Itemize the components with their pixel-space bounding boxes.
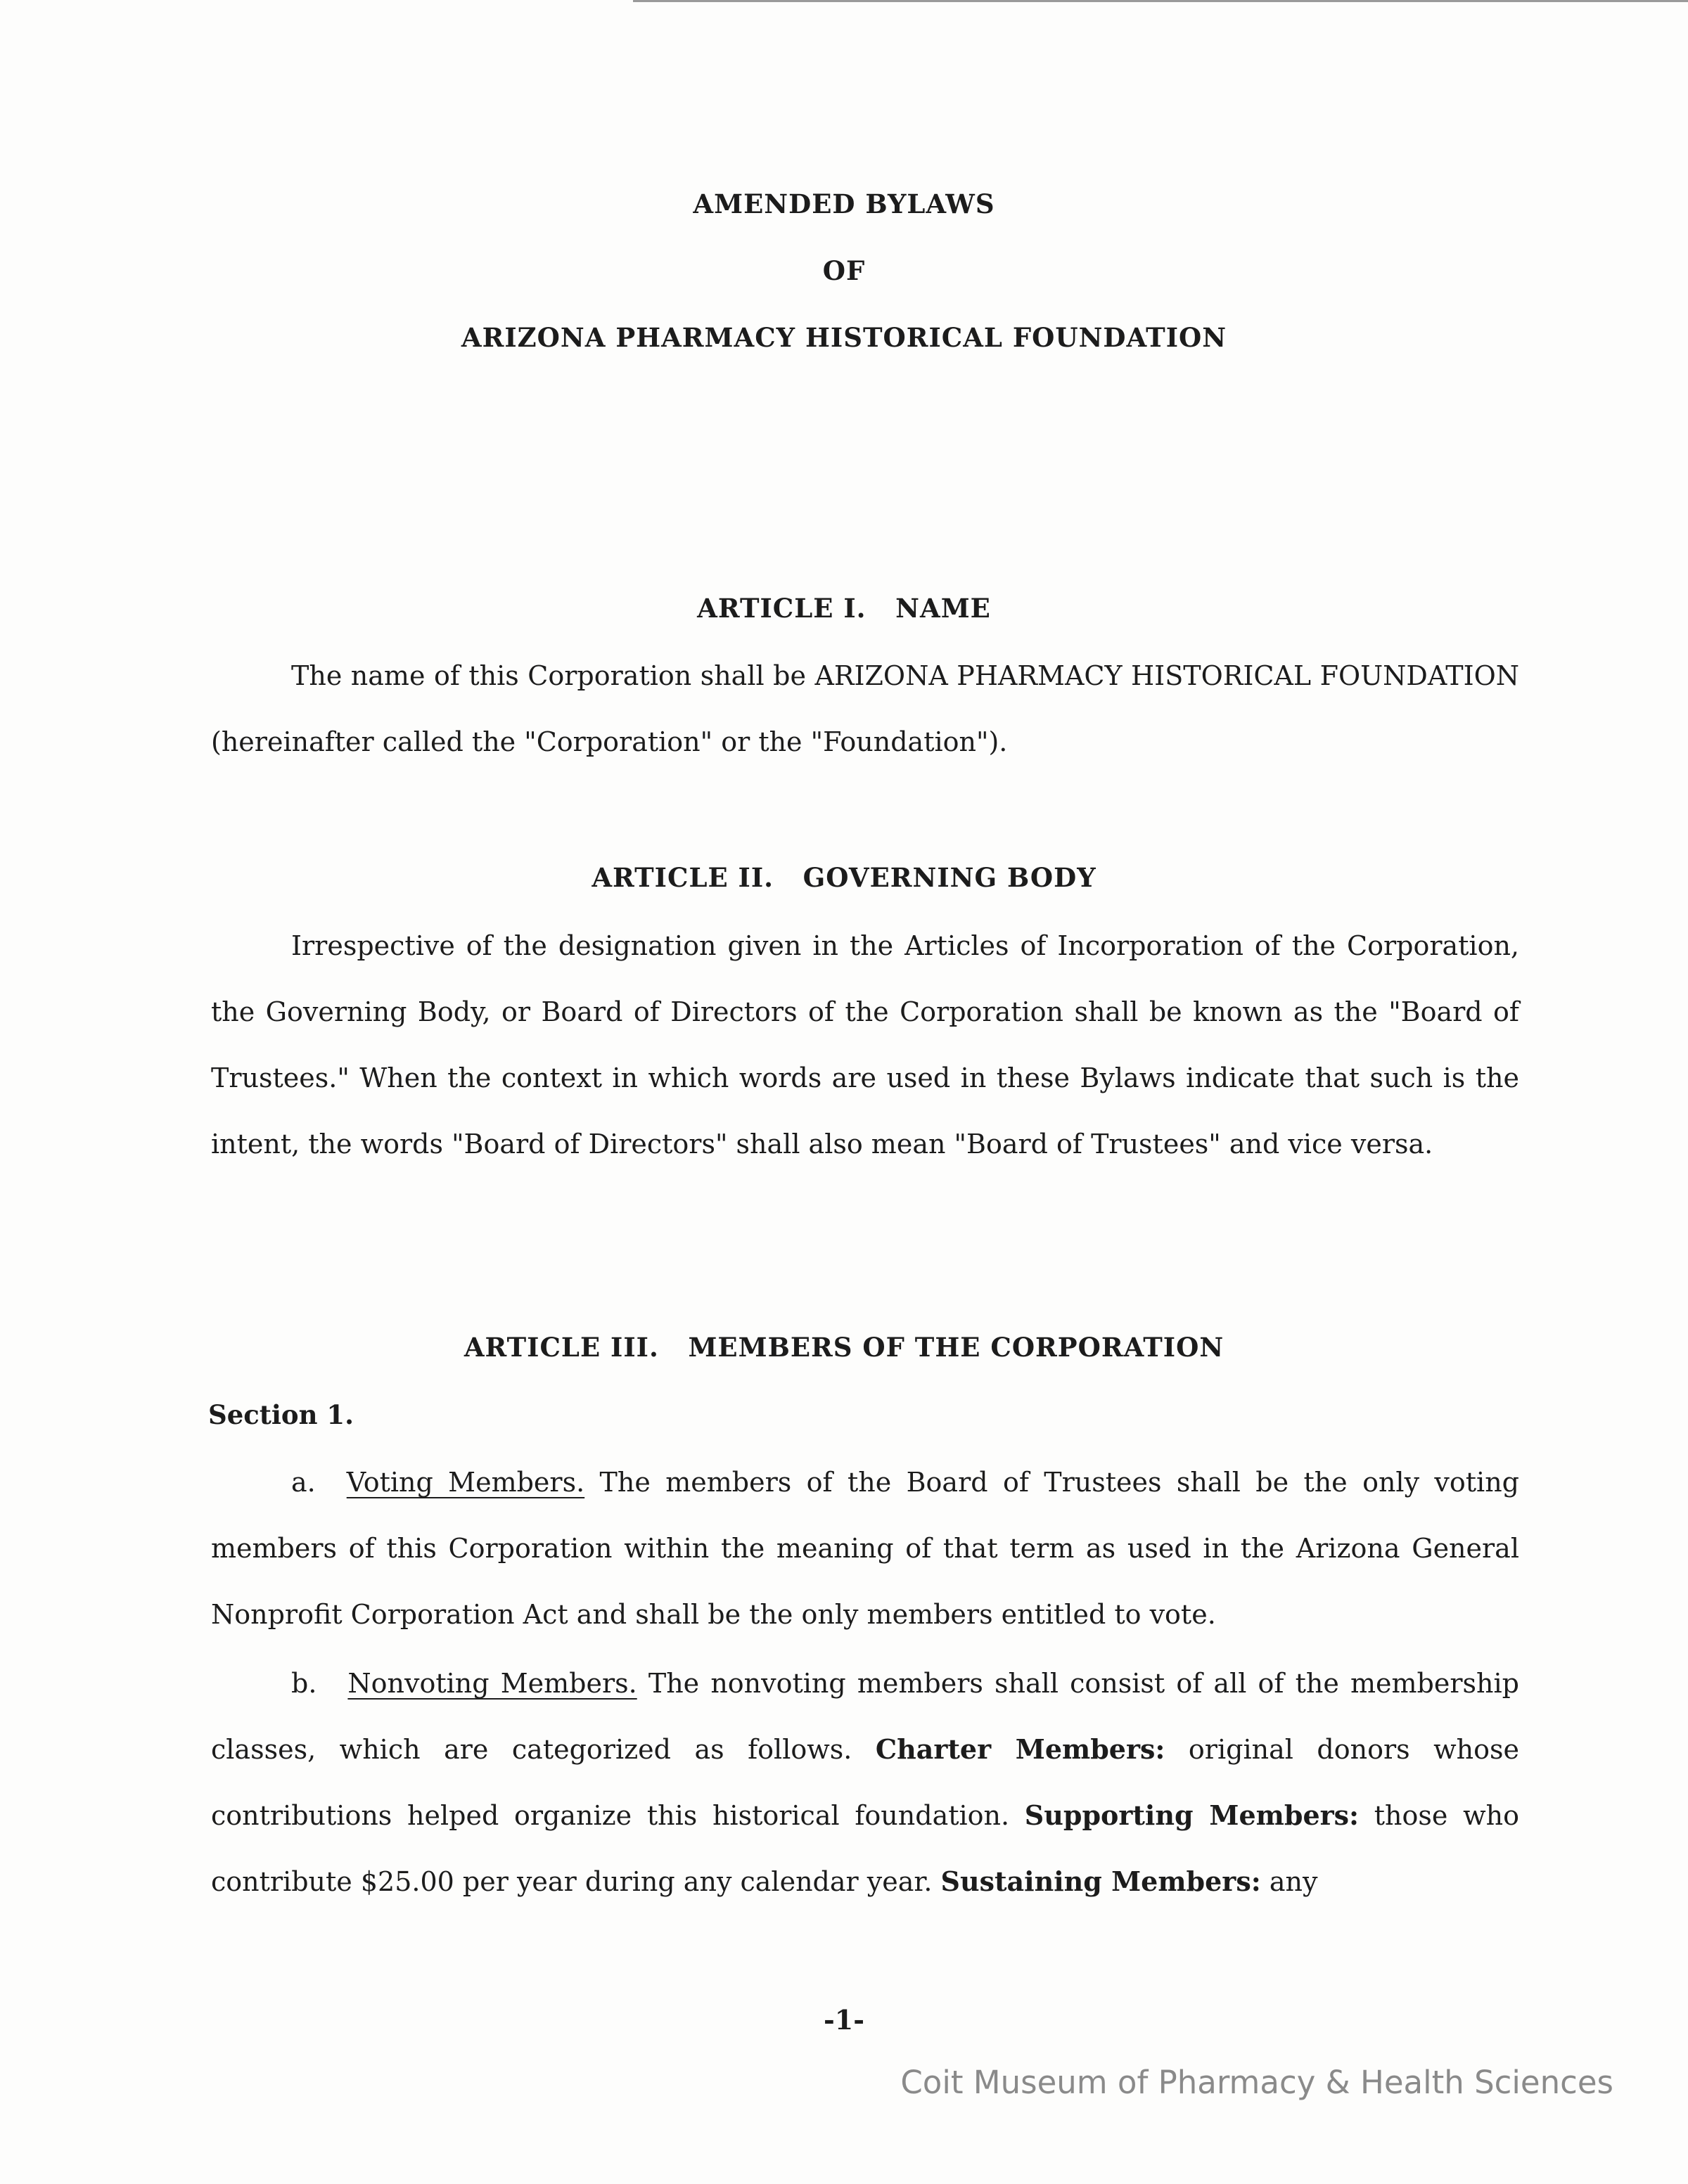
article-1-heading: ARTICLE I. NAME <box>697 593 991 624</box>
item-a-title: Voting Members. <box>346 1467 585 1498</box>
item-b-title: Nonvoting Members. <box>347 1668 637 1699</box>
article-2-text: Irrespective of the designation given in the Articles of Incorporation of the Corporation, the Governing Body, or Board of Directors of the Corporation shall be known as the "Board of Trustees." When the context in which words are used in these Bylaws indicate that such is the intent, the words "Board of Directors" shall also mean "Board of Trustees" and vice versa. <box>211 930 1519 1160</box>
item-a-paragraph <box>211 1449 1519 1647</box>
sustaining-members-label: Sustaining Members: <box>940 1865 1261 1897</box>
scan-edge-line <box>633 0 1688 2</box>
charter-members-label: Charter Members: <box>875 1733 1165 1765</box>
item-a-text: The members of the Board of Trustees shall be the only voting members of this Corporation within the meaning of that term as used in the Arizona General Nonprofit Corporation Act and shall be the only members entitled to vote. <box>211 1467 1519 1630</box>
article-1-text: The name of this Corporation shall be ARIZONA PHARMACY HISTORICAL FOUNDATION (hereinafter called the "Corporation" or the "Foundation"). <box>211 660 1519 757</box>
item-b-text-4: any <box>1260 1866 1318 1897</box>
article-3-heading: ARTICLE III. MEMBERS OF THE CORPORATION <box>463 1332 1225 1363</box>
supporting-members-label: Supporting Members: <box>1024 1799 1360 1831</box>
section-1-label: Section 1. <box>208 1399 354 1430</box>
title-line-2: OF <box>822 255 866 286</box>
item-b-paragraph <box>211 1650 1519 1915</box>
article-2-heading: ARTICLE II. GOVERNING BODY <box>592 862 1096 893</box>
item-b-text-2: original donors whose contributions helped organize this historical foundation. <box>211 1734 1519 1831</box>
item-b-label: b. <box>291 1668 317 1699</box>
title-line-1: AMENDED BYLAWS <box>693 188 995 219</box>
title-line-3: ARIZONA PHARMACY HISTORICAL FOUNDATION <box>461 322 1227 353</box>
item-a-label: a. <box>291 1467 316 1498</box>
item-b-text-1: The nonvoting members shall consist of all of the membership classes, which are categorized as follows. <box>211 1668 1519 1765</box>
item-b-text-3: those who contribute $25.00 per year during any calendar year. <box>211 1800 1519 1897</box>
watermark: Coit Museum of Pharmacy & Health Sciences <box>900 2064 1613 2101</box>
page-number: -1- <box>824 2004 864 2036</box>
